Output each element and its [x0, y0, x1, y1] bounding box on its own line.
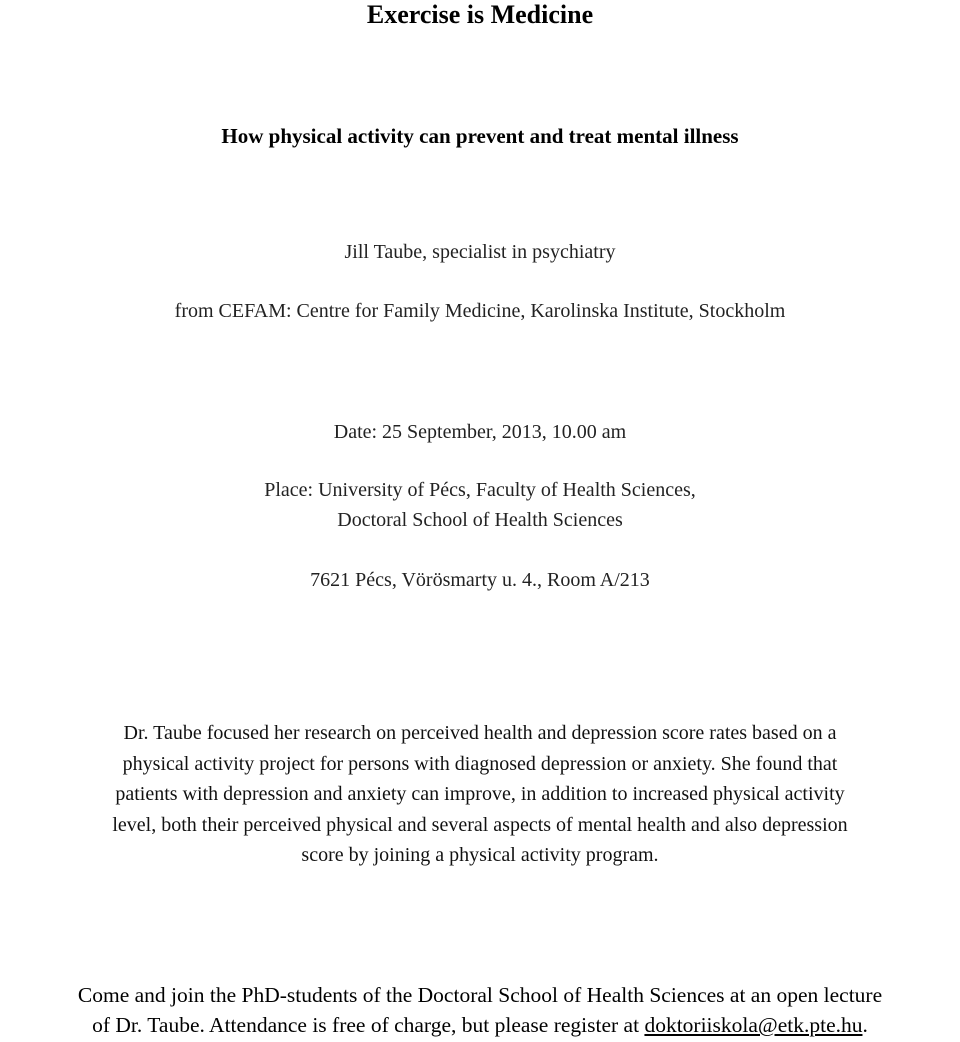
summary-line: score by joining a physical activity program. [301, 844, 659, 866]
document-subtitle: How physical activity can prevent and treat mental illness [221, 124, 739, 148]
summary-paragraph [0, 718, 960, 871]
affiliation-line: from CEFAM: Centre for Family Medicine, Karolinska Institute, Stockholm [174, 300, 786, 322]
document-title: Exercise is Medicine [366, 0, 594, 29]
invitation-end: . [862, 1013, 868, 1037]
address-line: 7621 Pécs, Vörösmarty u. 4., Room A/213 [310, 569, 650, 591]
invitation-line-2 [0, 1010, 960, 1040]
speaker-line: Jill Taube, specialist in psychiatry [344, 241, 616, 263]
place-line-1: Place: University of Pécs, Faculty of Health Sciences, [264, 479, 696, 501]
summary-line: physical activity project for persons with diagnosed depression or anxiety. She found that [122, 752, 838, 775]
invitation-text: of Dr. Taube. Attendance is free of charge, but please register at [92, 1013, 645, 1037]
date-line: Date: 25 September, 2013, 10.00 am [333, 421, 627, 443]
invitation-paragraph [0, 980, 960, 1040]
summary-line: patients with depression and anxiety can improve, in addition to increased physical activity [115, 783, 845, 805]
summary-line: level, both their perceived physical and several aspects of mental health and also depression [112, 813, 848, 836]
place-line-2: Doctoral School of Health Sciences [337, 509, 623, 531]
summary-line: Dr. Taube focused her research on perceived health and depression score rates based on a [123, 722, 837, 744]
invitation-line-1: Come and join the PhD-students of the Doctoral School of Health Sciences at an open lecture [77, 983, 883, 1007]
email-link[interactable]: doktoriiskola@etk.pte.hu [644, 1013, 863, 1037]
